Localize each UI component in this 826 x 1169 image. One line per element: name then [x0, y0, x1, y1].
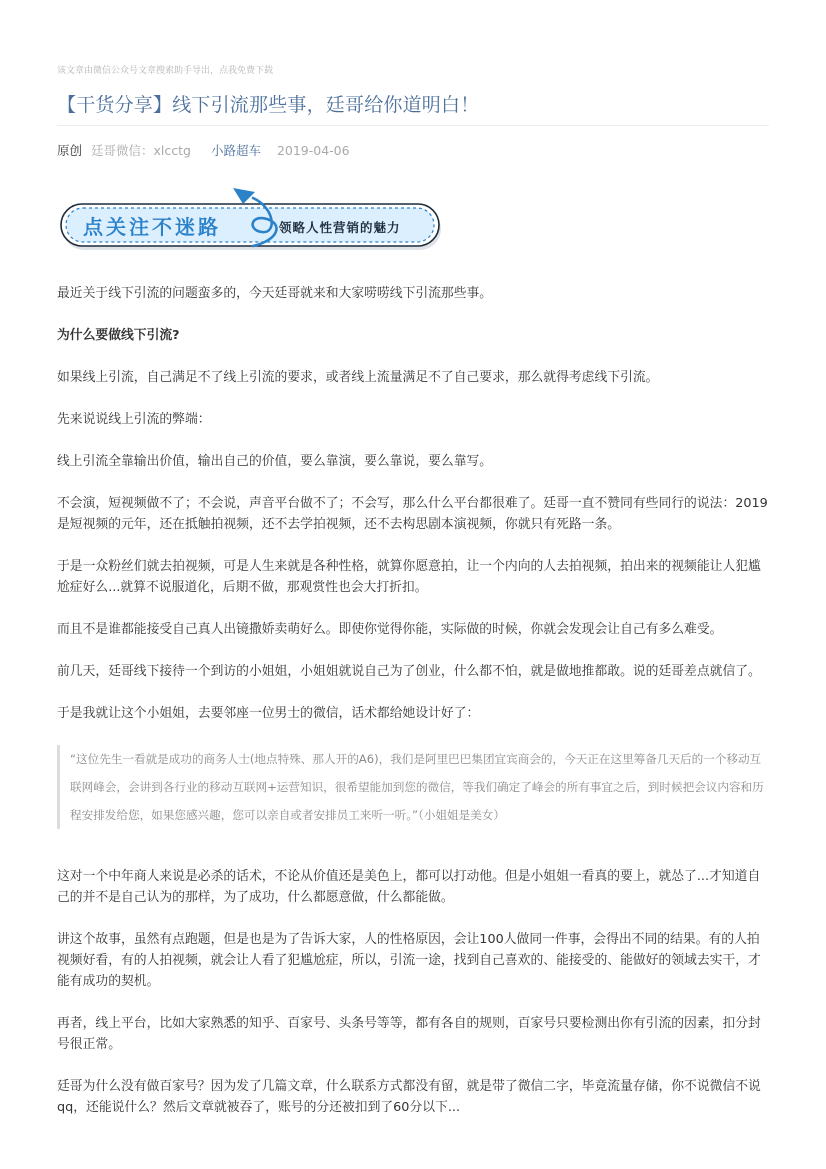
author-link[interactable]: 小路超车 [210, 143, 261, 158]
paragraph: 线上引流全靠输出价值，输出自己的价值，要么靠演，要么靠说，要么靠写。 [57, 454, 493, 469]
paragraph: 如果线上引流，自己满足不了线上引流的要求，或者线上流量满足不了自己要求，那么就得考虑线下引流。 [57, 370, 659, 385]
export-notice[interactable]: 该文章由微信公众号文章搜索助手导出，点我免费下载 [57, 66, 274, 76]
article-title: 【干货分享】线下引流那些事，廷哥给你道明白！ [57, 94, 480, 116]
article-meta [57, 141, 350, 159]
section-heading: 为什么要做线下引流? [57, 328, 180, 343]
title-divider [57, 125, 769, 126]
paragraph: 廷哥为什么没有做百家号？因为发了几篇文章，什么联系方式都没有留，就是带了微信二字，毕竟流量存储，你不说微信不说qq，还能说什么？然后文章就被吞了，账号的分还被扣到了60分以下... [57, 1079, 761, 1115]
quote-block: “这位先生一看就是成功的商务人士(地点特殊、那人开的A6)，我们是阿里巴巴集团宜宾商会的，今天正在这里筹备几天后的一个移动互联网峰会，会讲到各行业的移动互联网+运营知识，很希望能加到您的微信，等我们确定了峰会的所有事宜之后，到时候把会议内容和历程安排发给您，如果您感兴趣，您可以亲自或者安排员工来听一听。”（小姐姐是美女） [57, 745, 769, 829]
banner-sub-text: 领略人性营销的魅力 [279, 220, 401, 235]
paragraph: 于是我就让这个小姐姐，去要邻座一位男士的微信，话术都给她设计好了： [57, 706, 480, 721]
paragraph: 前几天，廷哥线下接待一个到访的小姐姐，小姐姐就说自己为了创业，什么都不怕，就是做地推都敢。说的廷哥差点就信了。 [57, 664, 761, 679]
paragraph: 最近关于线下引流的问题蛮多的，今天廷哥就来和大家唠唠线下引流那些事。 [57, 286, 493, 301]
publish-date: 2019-04-06 [276, 143, 350, 158]
article-body [57, 283, 769, 1139]
follow-banner [57, 186, 447, 266]
account-label: 廷哥微信：xlcctg [91, 143, 191, 158]
banner-main-text: 点关注不迷路 [83, 215, 221, 239]
paragraph: 不会演，短视频做不了；不会说，声音平台做不了；不会写，那么什么平台都很难了。廷哥一直不赞同有些同行的说法：2019是短视频的元年，还在抵触拍视频，还不去学拍视频，还不去构思剧本演视频，你就只有死路一条。 [57, 496, 768, 532]
original-tag: 原创 [57, 143, 83, 158]
paragraph: 先来说说线上引流的弊端： [57, 412, 211, 427]
paragraph: 于是一众粉丝们就去拍视频，可是人生来就是各种性格，就算你愿意拍，让一个内向的人去拍视频，拍出来的视频能让人犯尴尬症好么...就算不说服道化，后期不做，那观赏性也会大打折扣。 [57, 559, 761, 595]
paragraph: 再者，线上平台，比如大家熟悉的知乎、百家号、头条号等等，都有各自的规则，百家号只要检测出你有引流的因素，扣分封号很正常。 [57, 1016, 761, 1052]
paragraph: 讲这个故事，虽然有点跑题，但是也是为了告诉大家，人的性格原因，会让100人做同一件事，会得出不同的结果。有的人拍视频好看，有的人拍视频，就会让人看了犯尴尬症，所以，引流一途，找到自己喜欢的、能接受的、能做好的领域去实干，才能有成功的契机。 [57, 932, 761, 989]
paragraph: 而且不是谁都能接受自己真人出镜撒娇卖萌好么。即使你觉得你能，实际做的时候，你就会发现会让自己有多么难受。 [57, 622, 723, 637]
paragraph: 这对一个中年商人来说是必杀的话术，不论从价值还是美色上，都可以打动他。但是小姐姐一看真的要上，就怂了...才知道自己的并不是自己认为的那样，为了成功，什么都愿意做，什么都能做。 [57, 869, 761, 905]
